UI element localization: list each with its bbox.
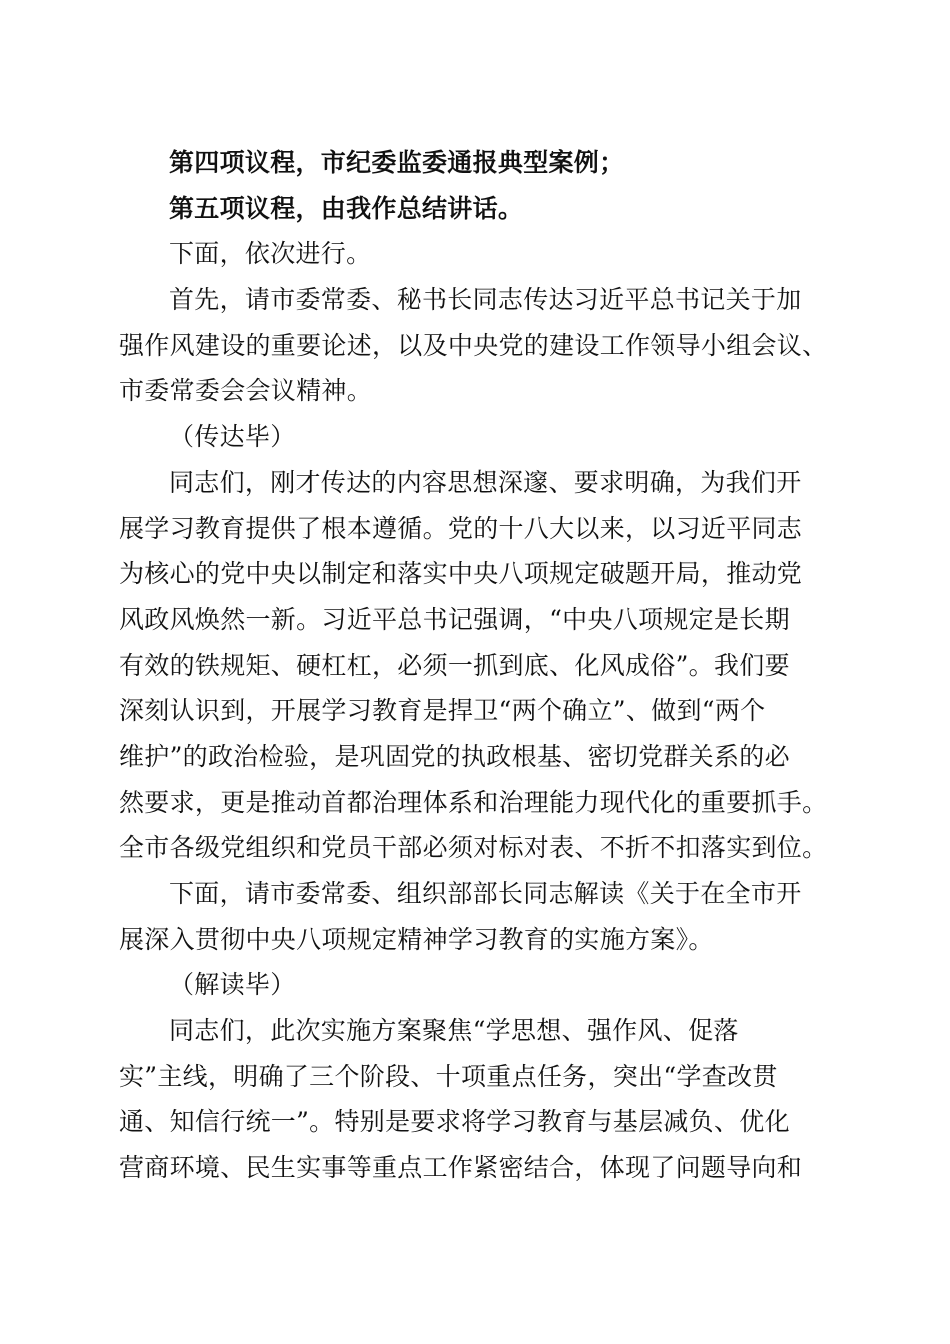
paragraph-line: 通、知信行统一”。特别是要求将学习教育与基层减负、优化 <box>119 1107 790 1137</box>
paragraph-line: 下面，依次进行。 <box>169 239 372 269</box>
paragraph-line: 风政风焕然一新。习近平总书记强调，“中央八项规定是长期 <box>119 604 790 634</box>
paragraph-line: 营商环境、民生实事等重点工作紧密结合，体现了问题导向和 <box>119 1153 803 1183</box>
paragraph-line: 全市各级党组织和党员干部必须对标对表、不折不扣落实到位。 <box>119 833 828 863</box>
stage-note: （传达毕） <box>169 422 296 452</box>
paragraph-line: 展学习教育提供了根本遵循。党的十八大以来，以习近平同志 <box>119 513 803 543</box>
stage-note: （解读毕） <box>169 970 296 1000</box>
paragraph-line: 深刻认识到，开展学习教育是捍卫“两个确立”、做到“两个 <box>119 696 766 726</box>
paragraph-line: 实”主线，明确了三个阶段、十项重点任务，突出“学查改贯 <box>119 1061 778 1091</box>
paragraph-line: 维护”的政治检验，是巩固党的执政根基、密切党群关系的必 <box>119 741 790 771</box>
paragraph-line: 展深入贯彻中央八项规定精神学习教育的实施方案》。 <box>119 924 714 954</box>
paragraph-line: 强作风建设的重要论述，以及中央党的建设工作领导小组会议、 <box>119 330 828 360</box>
paragraph-line: 然要求，更是推动首都治理体系和治理能力现代化的重要抓手。 <box>119 787 828 817</box>
paragraph-line: 下面，请市委常委、组织部部长同志解读《关于在全市开 <box>169 879 802 908</box>
paragraph-line: 同志们，刚才传达的内容思想深邃、要求明确，为我们开 <box>169 467 802 497</box>
paragraph-line: 同志们，此次实施方案聚焦“学思想、强作风、促落 <box>169 1016 739 1046</box>
document-body <box>119 140 831 1191</box>
paragraph-line: 首先，请市委常委、秘书长同志传达习近平总书记关于加 <box>169 285 802 315</box>
paragraph-line: 为核心的党中央以制定和落实中央八项规定破题开局，推动党 <box>119 559 803 589</box>
paragraph-line: 市委常委会会议精神。 <box>119 376 373 406</box>
agenda-item-5: 第五项议程，由我作总结讲话。 <box>169 193 524 223</box>
paragraph-line: 有效的铁规矩、硬杠杠，必须一抓到底、化风成俗”。我们要 <box>119 650 790 680</box>
agenda-item-4: 第四项议程，市纪委监委通报典型案例； <box>169 148 625 177</box>
